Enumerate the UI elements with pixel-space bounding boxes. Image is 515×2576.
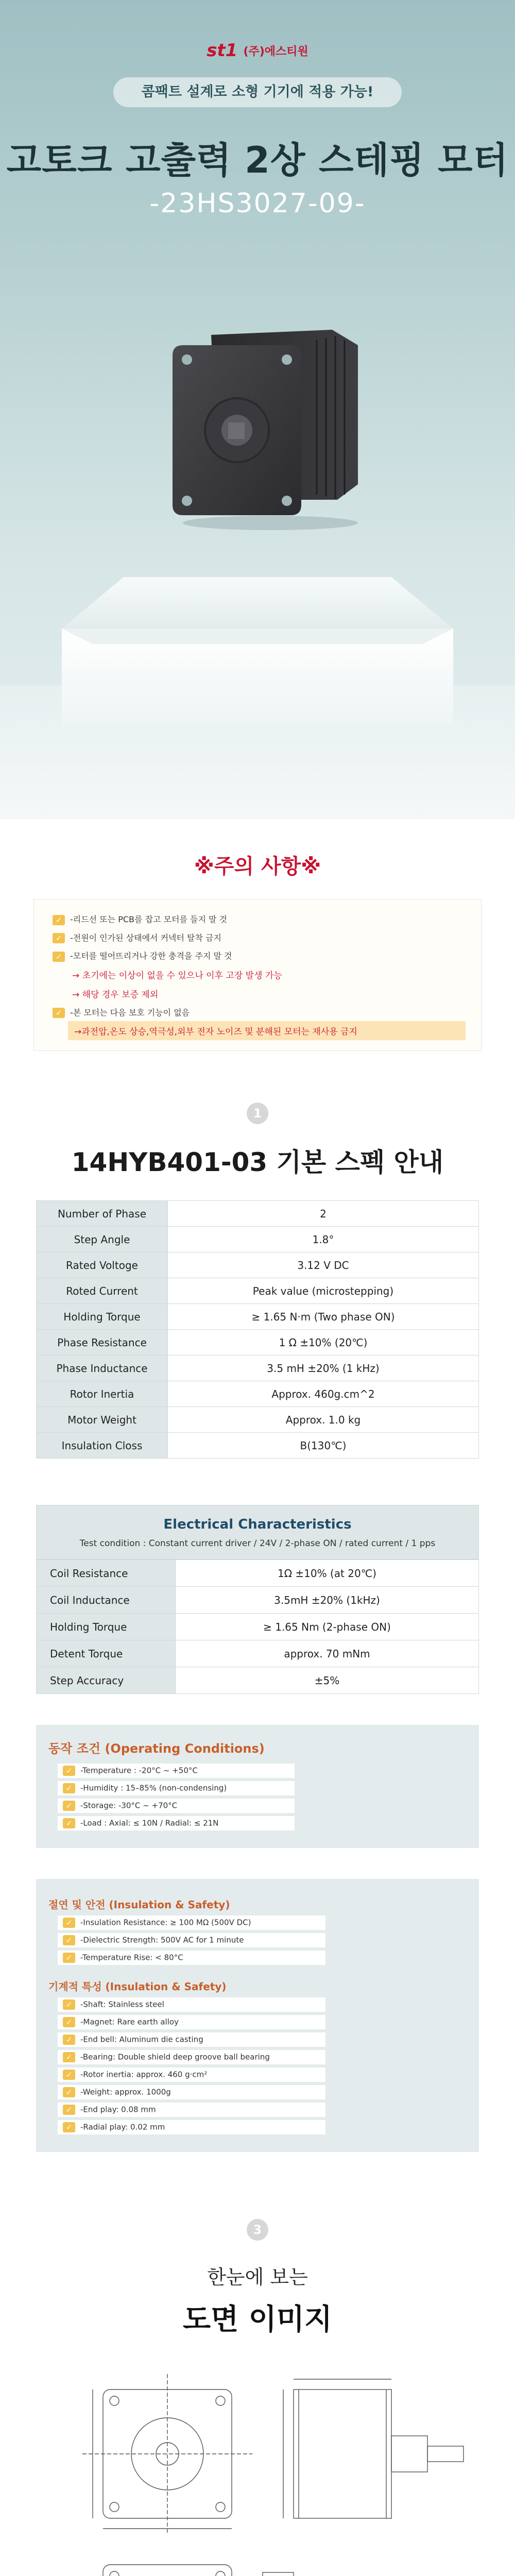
list-item: ✓ -Weight: approx. 1000g (58, 2085, 325, 2099)
table-row: Holding Torque ≥ 1.65 Nm (2-phase ON) (37, 1614, 479, 1640)
list-item: ✓ -Humidity : 15–85% (non-condensing) (58, 1781, 295, 1795)
check-icon: ✓ (63, 1801, 75, 1811)
list-item: ✓ -End bell: Aluminum die casting (58, 2032, 325, 2047)
spec-section (0, 1082, 515, 2173)
table-row: Rotor Inertia Approx. 460g.cm^2 (37, 1381, 479, 1407)
caution-section (0, 819, 515, 1082)
check-icon: ✓ (63, 2017, 75, 2027)
electrical-table (36, 1560, 479, 1694)
drawing-title: 도면 이미지 (183, 2303, 332, 2336)
table-row: Insulation Closs B(130℃) (37, 1433, 479, 1459)
list-item: ✓ -Dielectric Strength: 500V AC for 1 minute (58, 1933, 325, 1947)
insulation-title: 절연 및 안전 (Insulation & Safety) (48, 1899, 230, 1911)
table-row: Step Accuracy ±5% (37, 1667, 479, 1694)
check-icon: ✓ (63, 1999, 75, 2010)
table-row: Motor Weight Approx. 1.0 kg (37, 1407, 479, 1433)
operating-title: 동작 조건 (Operating Conditions) (48, 1741, 265, 1756)
check-icon: ✓ (63, 1783, 75, 1793)
spec-title: 14HYB401-03 기본 스펙 안내 (71, 1147, 444, 1177)
hero-title: 고토크 고출력 2상 스테핑 모터 (6, 139, 509, 181)
electrical-characteristics (36, 1505, 479, 1694)
electrical-title: Electrical Characteristics (163, 1517, 352, 1532)
table-row: Roted Current Peak value (microstepping) (37, 1278, 479, 1304)
caution-item: ✓ -전원이 인가된 상태에서 커넥터 탈착 금지 (49, 928, 466, 947)
check-icon: ✓ (63, 2052, 75, 2062)
list-item: ✓ -End play: 0.08 mm (58, 2103, 325, 2117)
check-icon: ✓ (63, 1918, 75, 1928)
check-icon: ✓ (53, 915, 65, 925)
table-row: Phase Inductance 3.5 mH ±20% (1 kHz) (37, 1355, 479, 1381)
check-icon: ✓ (63, 2087, 75, 2097)
check-icon: ✓ (63, 2122, 75, 2132)
mechanical-title: 기계적 특성 (Insulation & Safety) (48, 1980, 227, 1993)
list-item: ✓ -Temperature : -20°C ~ +50°C (58, 1764, 295, 1778)
list-item: ✓ -Temperature Rise: < 80°C (58, 1951, 325, 1965)
check-icon: ✓ (63, 1935, 75, 1945)
technical-drawing (26, 2369, 489, 2576)
caution-item: ✓ -모터를 떨어뜨리거나 강한 충격을 주지 말 것 (49, 946, 466, 965)
insulation-safety (36, 1879, 479, 2152)
check-icon: ✓ (63, 1766, 75, 1776)
operating-conditions (36, 1725, 479, 1848)
caution-item: ✓ -리드선 또는 PCB를 잡고 모터를 들지 말 것 (49, 910, 466, 928)
table-row: Detent Torque approx. 70 mNm (37, 1640, 479, 1667)
brand-name: (주)에스티원 (243, 45, 308, 58)
check-icon: ✓ (53, 933, 65, 943)
caution-title: ※주의 사항※ (194, 855, 321, 878)
check-icon: ✓ (63, 2070, 75, 2080)
drawing-subtitle: 한눈에 보는 (207, 2266, 308, 2289)
caution-note: → 해당 경우 보증 제외 (72, 989, 159, 1000)
table-row: Coil Inductance 3.5mH ±20% (1kHz) (37, 1587, 479, 1614)
section-number: 3 (247, 2219, 268, 2241)
hero-section (0, 0, 515, 819)
brand-logo (0, 40, 515, 61)
list-item: ✓ -Insulation Resistance: ≥ 100 MΩ (500V DC) (58, 1916, 325, 1930)
list-item: ✓ -Load : Axial: ≤ 10N / Radial: ≤ 21N (58, 1816, 295, 1831)
check-icon: ✓ (63, 2035, 75, 2045)
check-icon: ✓ (63, 1818, 75, 1828)
section-number: 1 (247, 1103, 268, 1124)
electrical-condition: Test condition : Constant current driver / 24V / 2-phase ON / rated current / 1 pps (79, 1538, 436, 1549)
stepper-motor-image (162, 325, 363, 531)
technical-drawing-svg (26, 2369, 489, 2576)
table-row: Rated Voltoge 3.12 V DC (37, 1252, 479, 1278)
drawing-section (0, 2173, 515, 2576)
check-icon: ✓ (63, 2105, 75, 2115)
check-icon: ✓ (53, 952, 65, 962)
table-row: Step Angle 1.8° (37, 1227, 479, 1252)
list-item: ✓ -Magnet: Rare earth alloy (58, 2015, 325, 2029)
brand-mark: st1 (207, 40, 238, 61)
pedestal-image (62, 572, 453, 742)
caution-note: → 초기에는 이상이 없을 수 있으나 이후 고장 발생 가능 (72, 970, 282, 981)
check-icon: ✓ (63, 1953, 75, 1963)
list-item: ✓ -Radial play: 0.02 mm (58, 2120, 325, 2134)
check-icon: ✓ (53, 1008, 65, 1018)
hero-tagline: 콤팩트 설계로 소형 기기에 적용 가능! (113, 77, 402, 107)
spec-table (36, 1200, 479, 1459)
caution-box (33, 899, 482, 1051)
table-row: Holding Torque ≥ 1.65 N·m (Two phase ON) (37, 1304, 479, 1330)
caution-note-highlight: →과전압,온도 상승,역극성,외부 전자 노이즈 및 분해된 모터는 재사용 금지 (68, 1021, 466, 1040)
table-row: Phase Resistance 1 Ω ±10% (20℃) (37, 1330, 479, 1355)
list-item: ✓ -Storage: -30°C ~ +70°C (58, 1799, 295, 1813)
list-item: ✓ -Shaft: Stainless steel (58, 1997, 325, 2012)
caution-item: ✓ -본 모터는 다음 보호 기능이 없음 (49, 1003, 466, 1022)
list-item: ✓ -Bearing: Double shield deep groove ball bearing (58, 2050, 325, 2064)
electrical-header (36, 1505, 479, 1560)
hero-model: -23HS3027-09- (149, 188, 366, 219)
table-row: Coil Resistance 1Ω ±10% (at 20℃) (37, 1560, 479, 1587)
table-row: Number of Phase 2 (37, 1201, 479, 1227)
list-item: ✓ -Rotor inertia: approx. 460 g·cm² (58, 2067, 325, 2082)
